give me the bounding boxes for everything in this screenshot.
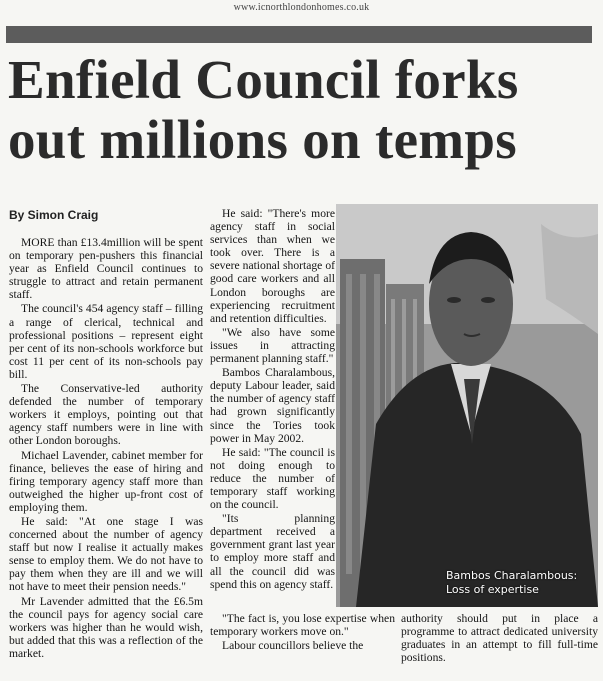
paragraph: MORE than £13.4million will be spent on temporary pen-pushers this financial year as Enfield Council continues to struggle to attract and retain permanent staff. — [9, 236, 203, 302]
caption-line-2: Loss of expertise — [446, 583, 539, 596]
paragraph: "We also have some issues in attracting permanent planning staff." — [210, 325, 335, 366]
paragraph: "Its planning department received a government grant last year to employ more staff and all the council did was spend this on agency staff. — [210, 512, 335, 591]
byline: By Simon Craig — [9, 208, 99, 222]
header-bar — [6, 26, 592, 43]
paragraph: authority should put in place a programme to attract dedicated university graduates in an attempt to fill full-time positions. — [401, 612, 598, 665]
source-url: www.icnorthlondonhomes.co.uk — [233, 2, 370, 13]
headline — [8, 50, 598, 170]
paragraph: Michael Lavender, cabinet member for finance, believes the ease of hiring and firing temporary agency staff more than outweighed the higher up-front cost of employing them. — [9, 448, 203, 514]
headline-line-1: Enfield Council forks — [8, 49, 519, 110]
photo-caption — [446, 569, 577, 597]
photo-bambos-charalambous — [336, 204, 598, 607]
caption-line-1: Bambos Charalambous: — [446, 569, 578, 582]
article-column-1 — [9, 236, 203, 661]
paragraph: Labour councillors believe the — [222, 639, 364, 653]
article-column-4 — [401, 612, 598, 665]
headline-line-2: out millions on temps — [8, 109, 518, 170]
paragraph: Bambos Charalambous, deputy Labour leader, said the number of agency staff had grown significantly since the Tories took power in May 2002. — [210, 366, 335, 445]
paragraph: Mr Lavender admitted that the £6.5m the council pays for agency social care workers was higher than he would wish, but added that this was a reflection of the market. — [9, 594, 203, 660]
article-column-2 — [210, 207, 335, 592]
paragraph: The Conservative-led authority defended the number of temporary workers it employs, pointing out that agency staff numbers were in line with other London boroughs. — [9, 382, 203, 448]
paragraph: "The fact is, you lose expertise when temporary workers move on." — [210, 612, 395, 639]
paragraph: He said: "There's more agency staff in social services than when we took over. There is a severe national shortage of good care workers and all London boroughs are experiencing recruitment and retention difficulties. — [210, 207, 335, 325]
paragraph: He said: "The council is not doing enough to reduce the number of temporary staff working on the council. — [210, 445, 335, 512]
portrait-illustration — [336, 204, 598, 607]
paragraph: The council's 454 agency staff – filling a range of clerical, technical and professional positions – represent eight per cent of its non-schools workforce but cost 11 per cent of its non-schools pay bill. — [9, 302, 203, 381]
article-column-3 — [210, 612, 395, 653]
paragraph: He said: "At one stage I was concerned about the number of agency staff but now I realise it actually makes sense to employ them. We do not have to pay them when they are ill and we will not have to meet their pension needs." — [9, 514, 203, 594]
